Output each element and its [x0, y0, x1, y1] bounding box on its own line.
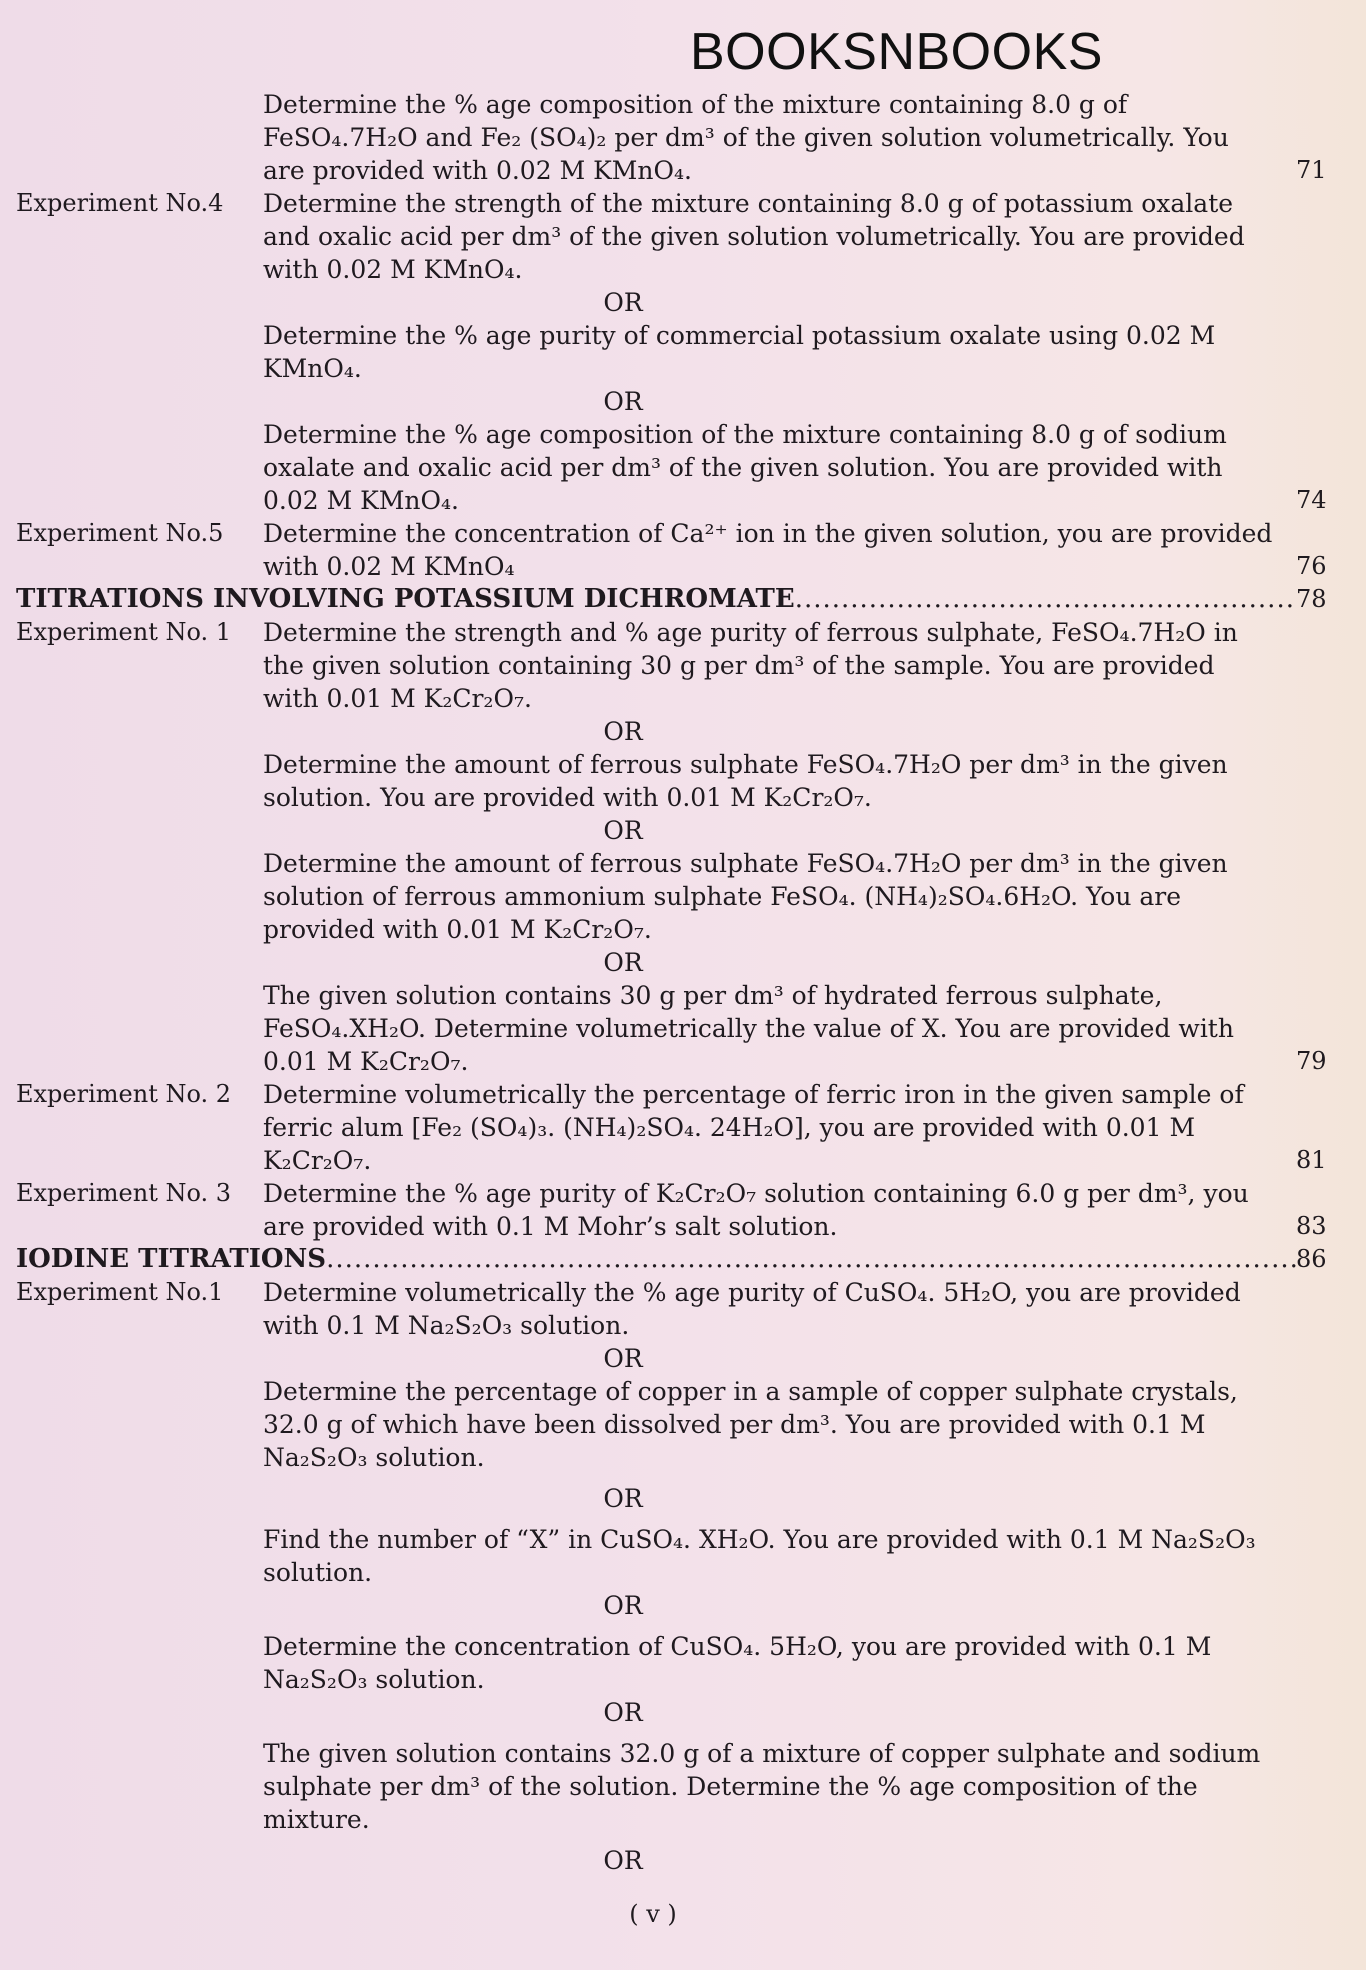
experiment-description: Find the number of “X” in CuSO₄. XH₂O. You are provided with 0.1 M Na₂S₂O₃ solution. [263, 1525, 1256, 1587]
experiment-label: Experiment No. 3 [16, 1179, 232, 1207]
or-separator: OR [603, 1344, 643, 1373]
or-separator: OR [603, 1846, 643, 1875]
experiment-description: Determine the % age purity of K₂Cr₂O₇ solution containing 6.0 g per dm³, you are provided with 0.1 M Mohr’s salt solution. [263, 1179, 1249, 1241]
toc-entry [0, 616, 1366, 715]
or-separator: OR [603, 1484, 643, 1513]
watermark: BOOKSNBOOKS [690, 23, 1103, 81]
or-separator: OR [603, 1698, 643, 1727]
toc-entry [0, 418, 1366, 517]
page-footer: ( v ) [629, 1900, 677, 1928]
experiment-description: Determine volumetrically the percentage of ferric iron in the given sample of ferric alum [Fe₂ (SO₄)₃. (NH₄)₂SO₄. 24H₂O], you are provided with 0.01 M K₂Cr₂O₇. [263, 1080, 1244, 1175]
table-of-contents [0, 88, 1366, 1877]
experiment-description: Determine the concentration of Ca²⁺ ion in the given solution, you are provided with 0.02 M KMnO₄ [263, 519, 1273, 581]
experiment-label: Experiment No.5 [16, 519, 224, 547]
experiment-description: Determine the strength and % age purity of ferrous sulphate, FeSO₄.7H₂O in the given solution containing 30 g per dm³ of the sample. You are provided with 0.01 M K₂Cr₂O₇. [263, 618, 1238, 713]
page-number: 76 [1296, 552, 1327, 580]
page-number: 78 [1296, 585, 1327, 613]
toc-entry [0, 517, 1366, 583]
or-separator: OR [603, 288, 643, 317]
experiment-description: Determine the amount of ferrous sulphate FeSO₄.7H₂O per dm³ in the given solution. You are provided with 0.01 M K₂Cr₂O₇. [263, 750, 1228, 812]
experiment-label: Experiment No. 2 [16, 1080, 232, 1108]
or-separator: OR [603, 717, 643, 746]
section-heading-dichromate [0, 583, 1366, 616]
section-title: IODINE TITRATIONS [16, 1244, 327, 1274]
toc-entry [0, 1177, 1366, 1243]
experiment-description: Determine the % age purity of commercial potassium oxalate using 0.02 M KMnO₄. [263, 321, 1216, 383]
experiment-description: Determine the concentration of CuSO₄. 5H₂O, you are provided with 0.1 M Na₂S₂O₃ solution. [263, 1632, 1212, 1694]
spacer [0, 1836, 1366, 1844]
toc-entry [0, 1737, 1366, 1836]
experiment-description: Determine the percentage of copper in a sample of copper sulphate crystals, 32.0 g of which have been dissolved per dm³. You are provided with 0.1 M Na₂S₂O₃ solution. [263, 1377, 1238, 1472]
toc-entry [0, 1375, 1366, 1474]
spacer [0, 1622, 1366, 1630]
experiment-label: Experiment No. 1 [16, 618, 232, 646]
or-separator: OR [603, 1591, 643, 1620]
page-number: 79 [1296, 1047, 1327, 1075]
or-separator: OR [603, 948, 643, 977]
experiment-label: Experiment No.1 [16, 1278, 224, 1306]
toc-entry [0, 748, 1366, 814]
toc-entry [0, 1078, 1366, 1177]
section-heading-iodine [0, 1243, 1366, 1276]
toc-entry [0, 319, 1366, 385]
section-title: TITRATIONS INVOLVING POTASSIUM DICHROMATE [16, 584, 795, 614]
experiment-description: Determine the amount of ferrous sulphate FeSO₄.7H₂O per dm³ in the given solution of ferrous ammonium sulphate FeSO₄. (NH₄)₂SO₄.6H₂O. You are provided with 0.01 M K₂Cr₂O₇. [263, 849, 1228, 944]
toc-entry [0, 1630, 1366, 1696]
toc-entry [0, 1276, 1366, 1342]
toc-entry [0, 979, 1366, 1078]
page-number: 83 [1296, 1212, 1327, 1240]
spacer [0, 1515, 1366, 1523]
or-separator: OR [603, 387, 643, 416]
toc-entry [0, 88, 1366, 187]
or-separator: OR [603, 816, 643, 845]
toc-entry [0, 187, 1366, 286]
page-number: 86 [1296, 1245, 1327, 1273]
experiment-description: The given solution contains 30 g per dm³ of hydrated ferrous sulphate, FeSO₄.XH₂O. Determine volumetrically the value of X. You are provided with 0.01 M K₂Cr₂O₇. [263, 981, 1234, 1076]
page-number: 74 [1296, 486, 1327, 514]
toc-entry [0, 847, 1366, 946]
experiment-description: Determine volumetrically the % age purity of CuSO₄. 5H₂O, you are provided with 0.1 M Na₂S₂O₃ solution. [263, 1278, 1241, 1340]
page-number: 71 [1296, 156, 1327, 184]
leader-dots [326, 1243, 1296, 1276]
page-number: 81 [1296, 1146, 1327, 1174]
experiment-label: Experiment No.4 [16, 189, 224, 217]
experiment-description: Determine the % age composition of the mixture containing 8.0 g of sodium oxalate and oxalic acid per dm³ of the given solution. You are provided with 0.02 M KMnO₄. [263, 420, 1227, 515]
experiment-description: Determine the % age composition of the mixture containing 8.0 g of FeSO₄.7H₂O and Fe₂ (SO₄)₂ per dm³ of the given solution volumetrically. You are provided with 0.02 M KMnO₄. [263, 90, 1229, 185]
spacer [0, 1474, 1366, 1482]
experiment-description: The given solution contains 32.0 g of a mixture of copper sulphate and sodium sulphate per dm³ of the solution. Determine the % age composition of the mixture. [263, 1739, 1261, 1834]
leader-dots [795, 583, 1296, 616]
toc-entry [0, 1523, 1366, 1589]
experiment-description: Determine the strength of the mixture containing 8.0 g of potassium oxalate and oxalic acid per dm³ of the given solution volumetrically. You are provided with 0.02 M KMnO₄. [263, 189, 1245, 284]
spacer [0, 1729, 1366, 1737]
